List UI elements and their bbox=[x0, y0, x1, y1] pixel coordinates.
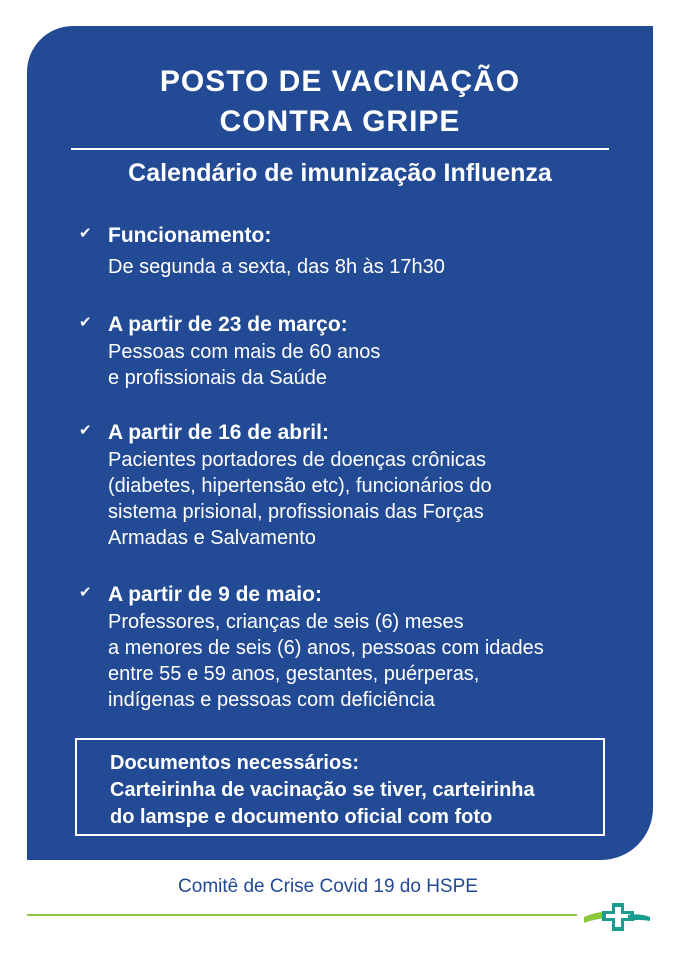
item-line: e profissionais da Saúde bbox=[108, 367, 328, 389]
item-line: Pacientes portadores de doenças crônicas bbox=[108, 449, 487, 471]
item-line: entre 55 e 59 anos, gestantes, puérperas, bbox=[108, 663, 480, 685]
title-line-2: CONTRA GRIPE bbox=[219, 105, 461, 138]
item-line: a menores de seis (6) anos, pessoas com idades bbox=[108, 637, 544, 659]
footer-divider bbox=[27, 914, 577, 916]
item-line: (diabetes, hipertensão etc), funcionários do bbox=[108, 475, 492, 497]
item-line: De segunda a sexta, das 8h às 17h30 bbox=[108, 256, 445, 278]
schedule-item-hours bbox=[79, 222, 619, 280]
checkmark-icon: ✔ bbox=[79, 584, 92, 601]
schedule-item-march bbox=[79, 311, 619, 391]
documents-line: do lamspe e documento oficial com foto bbox=[110, 806, 493, 828]
item-heading: A partir de 23 de março: bbox=[108, 313, 348, 336]
required-documents-box bbox=[75, 738, 605, 836]
title-divider bbox=[71, 148, 609, 150]
item-heading: A partir de 16 de abril: bbox=[108, 421, 329, 444]
checkmark-icon: ✔ bbox=[79, 422, 92, 439]
title-line-1: POSTO DE VACINAÇÃO bbox=[159, 65, 521, 98]
item-line: Professores, crianças de seis (6) meses bbox=[108, 611, 464, 633]
item-line: indígenas e pessoas com deficiência bbox=[108, 689, 435, 711]
footer-credit: Comitê de Crise Covid 19 do HSPE bbox=[178, 876, 478, 897]
checkmark-icon: ✔ bbox=[79, 314, 92, 331]
hspe-cross-logo-icon bbox=[582, 897, 652, 937]
documents-line: Carteirinha de vacinação se tiver, carteirinha bbox=[110, 779, 535, 801]
item-line: Armadas e Salvamento bbox=[108, 527, 316, 549]
page-title bbox=[27, 62, 653, 142]
info-panel bbox=[27, 26, 653, 860]
schedule-item-may bbox=[79, 581, 619, 713]
subtitle: Calendário de imunização Influenza bbox=[128, 159, 552, 187]
item-line: sistema prisional, profissionais das Forças bbox=[108, 501, 484, 523]
item-line: Pessoas com mais de 60 anos bbox=[108, 341, 381, 363]
schedule-item-april bbox=[79, 419, 619, 551]
checkmark-icon: ✔ bbox=[79, 225, 92, 242]
item-heading: Funcionamento: bbox=[108, 224, 272, 247]
documents-heading: Documentos necessários: bbox=[110, 752, 359, 774]
item-heading: A partir de 9 de maio: bbox=[108, 583, 322, 606]
